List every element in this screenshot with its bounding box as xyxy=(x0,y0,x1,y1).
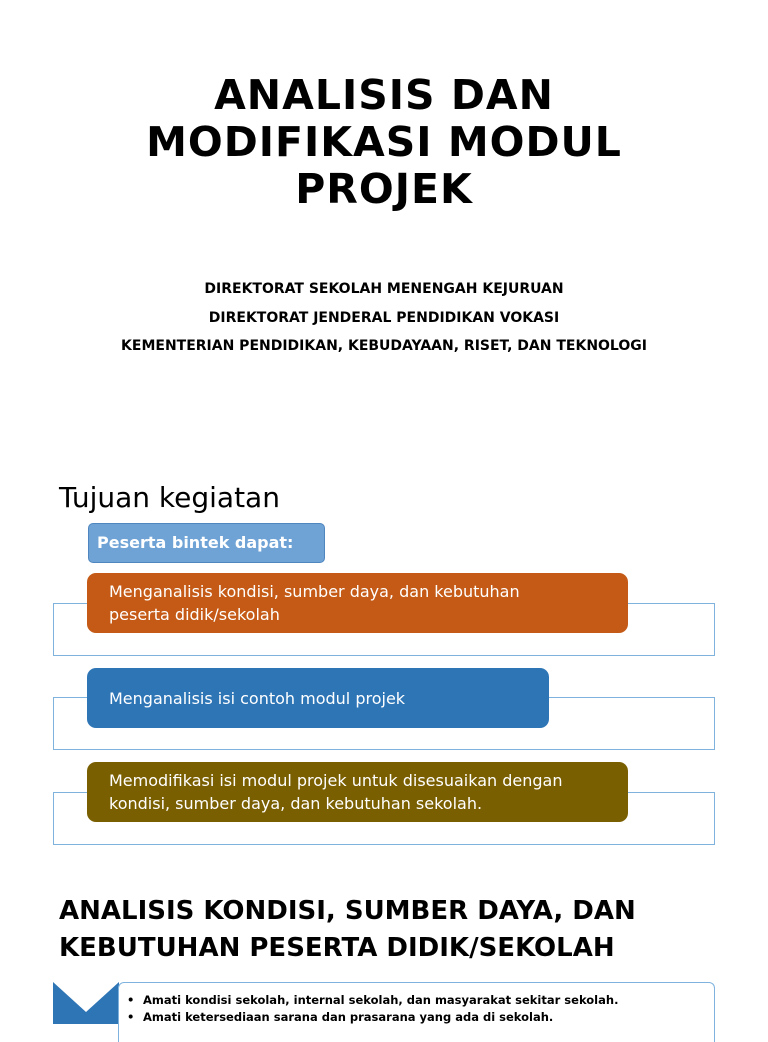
org-line-directorate-general: DIREKTORAT JENDERAL PENDIDIKAN VOKASI xyxy=(208,309,560,326)
goals-heading: Tujuan kegiatan xyxy=(59,481,280,514)
chevron-down-icon xyxy=(53,982,119,1024)
goal-3-line-1: Memodifikasi isi modul projek untuk disesuaikan dengan xyxy=(109,771,563,790)
list-item xyxy=(127,992,714,1009)
bullet-text: Amati ketersediaan sarana dan prasarana yang ada di sekolah. xyxy=(143,1010,554,1024)
analysis-heading-line-1: ANALISIS KONDISI, SUMBER DAYA, DAN xyxy=(59,896,636,926)
title-line-2: MODIFIKASI MODUL xyxy=(146,118,622,166)
analysis-heading-line-2: KEBUTUHAN PESERTA DIDIK/SEKOLAH xyxy=(59,933,615,963)
analysis-heading xyxy=(59,893,636,967)
page-title xyxy=(0,72,768,213)
goal-2-line-1: Menganalisis isi contoh modul projek xyxy=(109,688,406,708)
goal-1-line-1: Menganalisis kondisi, sumber daya, dan kebutuhan xyxy=(109,582,520,601)
goal-1-line-2: peserta didik/sekolah xyxy=(109,605,280,624)
goal-1-box xyxy=(87,573,628,633)
org-line-ministry: KEMENTERIAN PENDIDIKAN, KEBUDAYAAN, RISET, DAN TEKNOLOGI xyxy=(121,338,647,354)
bullet-icon: • xyxy=(127,993,135,1007)
list-item xyxy=(127,1009,714,1026)
bullet-icon: • xyxy=(127,1010,135,1024)
goal-2-box xyxy=(87,668,549,728)
analysis-bullet-list xyxy=(118,982,715,1042)
bullet-text: Amati kondisi sekolah, internal sekolah, dan masyarakat sekitar sekolah. xyxy=(143,993,619,1007)
goal-3-box xyxy=(87,762,628,822)
participants-label: Peserta bintek dapat: xyxy=(88,523,325,563)
organization-block xyxy=(0,275,768,361)
goal-3-line-2: kondisi, sumber daya, dan kebutuhan sekolah. xyxy=(109,794,483,813)
org-line-directorate: DIREKTORAT SEKOLAH MENENGAH KEJURUAN xyxy=(204,281,564,297)
title-line-1: ANALISIS DAN xyxy=(214,71,554,119)
title-line-3: PROJEK xyxy=(295,165,473,213)
